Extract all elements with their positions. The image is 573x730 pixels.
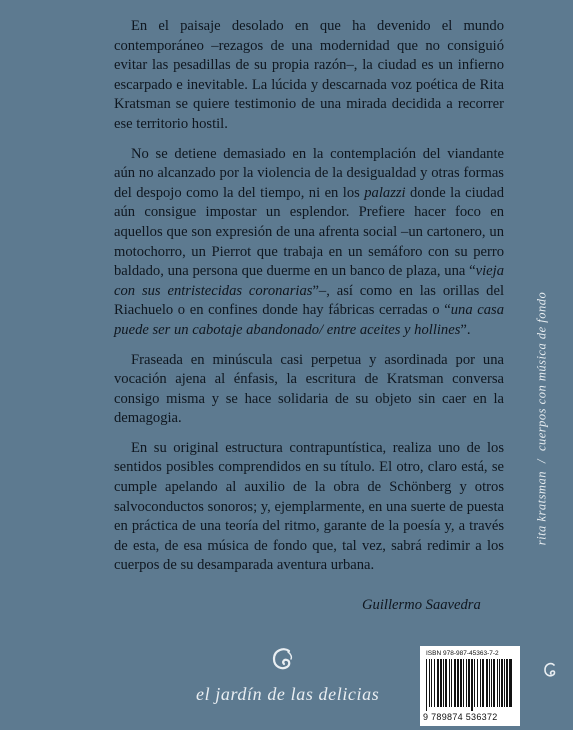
isbn-digits: 9 789874 536372 bbox=[423, 712, 498, 722]
paragraph-2: No se detiene demasiado en la contemplación del viandante aún no alcanzado por la violencia de la desigualdad y otras formas del despojo como la del tiempo, ni en los palazzi donde la ciudad aún consigue impostar un esplendor. Prefiere hacer foco en aquellos que son expresión de una afrenta social –un cartonero, un motochorro, un Pierrot que trabaja en un semáforo con su perro baldado, una persona que duerme en un banco de plaza, una “vieja con sus entristecidas coronarias”–, así como en las orillas del Riachuelo o en confines donde hay fábricas cerradas o “una casa puede ser un cabotaje abandonado/ entre aceites y hollines”. bbox=[114, 145, 505, 338]
barcode-bars-icon bbox=[426, 659, 516, 711]
author-signature: Guillermo Saavedra bbox=[362, 597, 481, 613]
blurb-text bbox=[114, 17, 504, 576]
publisher-name: el jardín de las delicias bbox=[196, 684, 380, 704]
spine-separator: / bbox=[534, 458, 549, 463]
spine-title: cuerpos con música de fondo bbox=[534, 291, 549, 451]
paragraph-1: En el paisaje desolado en que ha devenido el mundo contemporáneo –rezagos de una modernidad que no consiguió evitar las pesadillas de su propia razón–, la ciudad es un infierno escarpado e inevitable. La lúcida y descarnada voz poética de Rita Kratsman se quiere testimonio de una mirada decidida a recorrer ese territorio hostil. bbox=[114, 18, 504, 132]
barcode bbox=[420, 646, 520, 726]
spine bbox=[528, 178, 556, 658]
spine-author: rita kratsman bbox=[534, 470, 549, 545]
paragraph-4: En su original estructura contrapuntística, realiza uno de los sentidos posibles comprendidos en su título. El otro, claro está, se cumple apelando al auxilio de la obra de Schönberg y otros salvoconductos sonoros; y, ejemplarmente, en una suerte de puesta en práctica de una teoría del ritmo, garante de la poesía y, a través de esta, de esa música de fondo que, tal vez, sabrá redimir a los cuerpos de su desamparada aventura urbana. bbox=[114, 439, 504, 574]
paragraph-3: Fraseada en minúscula casi perpetua y asordinada por una vocación ajena al énfasis, la escritura de Kratsman conversa consigo misma y se hace solidaria de su objeto sin caer en la demagogia. bbox=[114, 351, 504, 427]
isbn-label: ISBN 978-987-45363-7-2 bbox=[426, 650, 499, 657]
spine-text bbox=[535, 287, 550, 549]
spine-logo-icon bbox=[542, 661, 558, 679]
publisher-logo-icon bbox=[269, 645, 297, 673]
